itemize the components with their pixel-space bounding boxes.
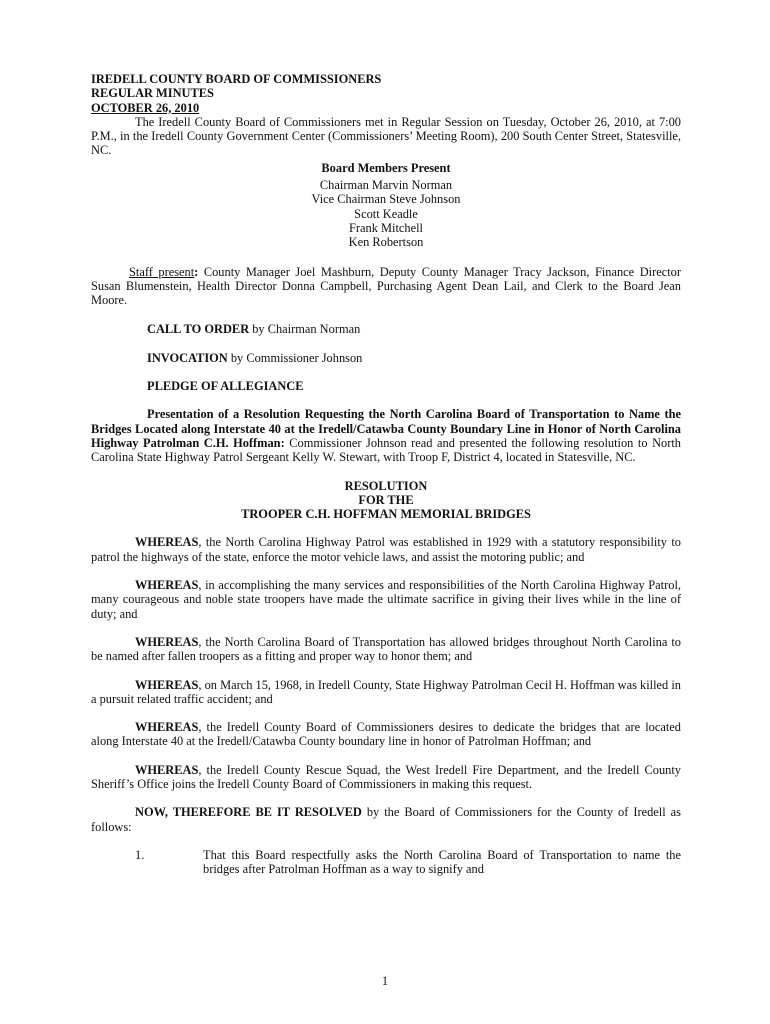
presentation-title: Presentation of a Resolution Requesting the North Carolina Board of Transportation to Name the Bridges Located along Interstate 40 at the Iredell/Catawba County Boundary Line in Honor of North Carolina Highway Patrolman C.H. Hoffman: (91, 407, 681, 450)
board-members-list (91, 178, 681, 249)
resolution-heading (91, 479, 681, 522)
whereas-label: WHEREAS (135, 634, 199, 649)
presentation-paragraph (91, 407, 681, 464)
whereas-label: WHEREAS (135, 535, 199, 550)
resolved-clause (91, 805, 681, 834)
board-member: Frank Mitchell (349, 220, 423, 235)
resolution-point (91, 848, 681, 877)
resolution-name: TROOPER C.H. HOFFMAN MEMORIAL BRIDGES (241, 507, 531, 522)
whereas-text: , the North Carolina Highway Patrol was established in 1929 with a statutory responsibility to patrol the highways of the state, enforce the motor vehicle laws, and assist the motoring public; and (91, 535, 681, 564)
staff-present-colon: : (194, 264, 199, 279)
whereas-label: WHEREAS (135, 720, 199, 735)
whereas-clause (91, 763, 681, 792)
page-number: 1 (381, 974, 389, 988)
call-to-order-text: by Chairman Norman (249, 322, 361, 337)
call-to-order (91, 322, 681, 336)
whereas-clause (91, 678, 681, 707)
minutes-type: REGULAR MINUTES (91, 86, 214, 101)
whereas-text: , the North Carolina Board of Transportation has allowed bridges throughout North Carolina to be named after fallen troopers as a fitting and proper way to honor them; and (91, 634, 681, 664)
board-member: Chairman Marvin Norman (319, 178, 453, 193)
staff-present-label: Staff present (129, 264, 195, 279)
whereas-label: WHEREAS (135, 677, 199, 692)
invocation-label: INVOCATION (147, 350, 228, 365)
invocation (91, 351, 681, 365)
resolution-point-text: That this Board respectfully asks the North Carolina Board of Transportation to name the bridges after Patrolman Hoffman as a way to signify and (203, 847, 681, 877)
whereas-label: WHEREAS (135, 578, 199, 593)
intro-paragraph: The Iredell County Board of Commissioners met in Regular Session on Tuesday, October 26, 2010, at 7:00 P.M., in the Iredell County Government Center (Commissioners’ Meeting Room), 200 South Center Street, Statesville, NC. (91, 114, 681, 158)
whereas-clause (91, 578, 681, 621)
whereas-text: , the Iredell County Board of Commissioners desires to dedicate the bridges that are located along Interstate 40 at the Iredell/Catawba County boundary line in honor of Patrolman Hoffman; and (91, 720, 681, 749)
org-title: IREDELL COUNTY BOARD OF COMMISSIONERS (91, 72, 382, 86)
resolution-point-number: 1. (135, 847, 145, 862)
whereas-label: WHEREAS (135, 762, 199, 777)
call-to-order-label: CALL TO ORDER (147, 322, 250, 337)
board-member: Ken Robertson (348, 235, 424, 250)
whereas-clause (91, 635, 681, 664)
whereas-clause (91, 720, 681, 749)
staff-present-paragraph (91, 265, 681, 308)
whereas-text: , on March 15, 1968, in Iredell County, State Highway Patrolman Cecil H. Hoffman was killed in a pursuit related traffic accident; and (91, 677, 681, 706)
staff-present-text: County Manager Joel Mashburn, Deputy County Manager Tracy Jackson, Finance Director Susan Blumenstein, Health Director Donna Campbell, Purchasing Agent Dean Lail, and Clerk to the Board Jean Moore. (91, 264, 681, 308)
board-member: Vice Chairman Steve Johnson (311, 192, 461, 207)
resolved-label: NOW, THEREFORE BE IT RESOLVED (135, 805, 362, 820)
board-members-heading: Board Members Present (321, 160, 451, 175)
meeting-date: OCTOBER 26, 2010 (91, 100, 200, 115)
document-page (91, 72, 681, 876)
resolution-title: RESOLUTION (344, 478, 428, 493)
whereas-text: , in accomplishing the many services and responsibilities of the North Carolina Highway Patrol, many courageous and noble state troopers have made the ultimate sacrifice in giving their lives while in the line of duty; and (91, 578, 681, 621)
whereas-text: , the Iredell County Rescue Squad, the West Iredell Fire Department, and the Iredell County Sheriff’s Office joins the Iredell County Board of Commissioners in making this request. (91, 762, 681, 791)
pledge-of-allegiance: PLEDGE OF ALLEGIANCE (147, 379, 304, 394)
resolution-subtitle: FOR THE (358, 492, 414, 507)
board-member: Scott Keadle (354, 206, 418, 221)
invocation-text: by Commissioner Johnson (227, 350, 363, 365)
resolved-text: by the Board of Commissioners for the County of Iredell as follows: (91, 805, 681, 834)
whereas-clause (91, 535, 681, 564)
presentation-text: Commissioner Johnson read and presented the following resolution to North Carolina State Highway Patrol Sergeant Kelly W. Stewart, with Troop F, District 4, located in Statesville, NC. (91, 435, 681, 465)
